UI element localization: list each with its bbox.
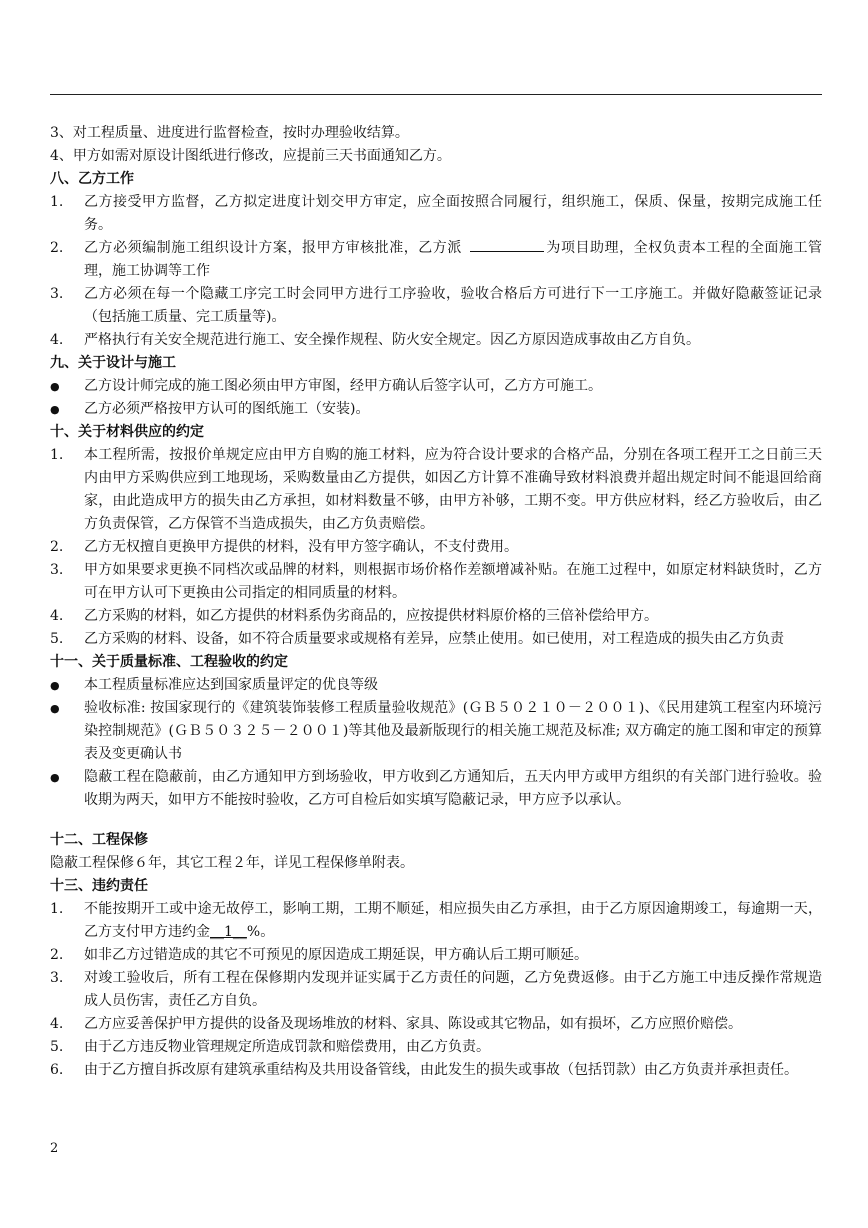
item-number: 1. [50,447,64,463]
item-text: 乙方接受甲方监督，乙方拟定进度计划交甲方审定，应全面按照合同履行，组织施工，保质、保量，按期完成施工任务。 [84,194,822,233]
item-number: 4. [50,332,64,348]
numbered-item [50,559,822,605]
assistant-name-blank [470,237,544,252]
penalty-rate-blank: __1__ [210,924,247,940]
item-number: 3. [50,562,64,578]
item-text: 本工程所需，按报价单规定应由甲方自购的施工材料，应为符合设计要求的合格产品，分别在各项工程开工之日前三天内由甲方采购供应到工地现场，采购数量由乙方提供，如因乙方计算不准确导致材料浪费并超出规定时间不能退回给商家，由此造成甲方的损失由乙方承担，如材料数量不够，由甲方补够，工期不变。甲方供应材料，经乙方验收后，由乙方负责保管，乙方保管不当造成损失，由乙方负责赔偿。 [84,447,822,532]
numbered-item [50,1059,822,1082]
bullet-item [50,398,822,421]
bullet-marker: ● [50,403,60,416]
section-heading: 十、关于材料供应的约定 [50,424,204,440]
item-text-after: 为项目助理，全权负责本工程的全面施工管理，施工协调等工作 [84,240,823,279]
item-text: 验收标准: 按国家现行的《建筑装饰装修工程质量验收规范》(ＧＢ５０２１０－２００１)、《民用建筑工程室内环境污染控制规范》(ＧＢ５０３２５－２００１)等其他及最新版现行的相关施工规范及标准; 双方确定的施工图和审定的预算表及变更确认书 [84,700,822,762]
item-text: 乙方无权擅自更换甲方提供的材料，没有甲方签字确认，不支付费用。 [84,539,518,555]
bullet-item [50,766,822,812]
item-text: 由于乙方违反物业管理规定所造成罚款和赔偿费用，由乙方负责。 [84,1039,490,1055]
item-number: 2. [50,539,64,555]
section-heading: 十一、关于质量标准、工程验收的约定 [50,654,288,670]
item-text: 乙方设计师完成的施工图必须由甲方审图，经甲方确认后签字认可，乙方方可施工。 [84,378,602,394]
section-heading: 八、乙方工作 [50,171,134,187]
bullet-marker: ● [50,702,60,715]
numbered-item [50,628,822,651]
item-text: 乙方必须在每一个隐藏工序完工时会同甲方进行工序验收，验收合格后方可进行下一工序施工。并做好隐蔽签证记录（包括施工质量、完工质量等)。 [84,286,822,325]
numbered-item [50,329,822,352]
item-text [84,898,822,944]
item-text: 如非乙方过错造成的其它不可预见的原因造成工期延误，甲方确认后工期可顺延。 [84,947,588,963]
item-number: 5. [50,631,64,647]
item-number: 4. [50,1016,64,1032]
section-heading: 十三、违约责任 [50,878,148,894]
item-text: 严格执行有关安全规范进行施工、安全操作规程、防火安全规定。因乙方原因造成事故由乙方自负。 [84,332,700,348]
header-rule [50,94,822,95]
bullet-marker: ● [50,380,60,393]
bullet-marker: ● [50,679,60,692]
numbered-item [50,967,822,1013]
numbered-item [50,944,822,967]
document-body [50,122,822,1082]
bullet-item [50,674,822,697]
item-text-after: %。 [246,924,275,940]
item-number: 1. [50,194,64,210]
item-text: 乙方采购的材料、设备，如不符合质量要求或规格有差异，应禁止使用。如已使用，对工程造成的损失由乙方负责 [84,631,784,647]
item-number: 3. [50,286,64,302]
item-text: 乙方应妥善保护甲方提供的设备及现场堆放的材料、家具、陈设或其它物品，如有损坏，乙方应照价赔偿。 [84,1016,742,1032]
item-number: 1. [50,901,64,917]
bullet-item [50,375,822,398]
numbered-item [50,1036,822,1059]
numbered-item [50,237,822,283]
numbered-item [50,1013,822,1036]
section-heading: 九、关于设计与施工 [50,355,176,371]
page-number: 2 [50,1141,59,1156]
item-text: 隐蔽工程在隐蔽前，由乙方通知甲方到场验收，甲方收到乙方通知后，五天内甲方或甲方组织的有关部门进行验收。验收期为两天，如甲方不能按时验收，乙方可自检后如实填写隐蔽记录，甲方应予以承认。 [84,769,822,808]
item-text-before: 不能按期开工或中途无故停工，影响工期，工期不顺延，相应损失由乙方承担，由于乙方原因逾期竣工，每逾期一天，乙方支付甲方违约金 [84,901,822,940]
item-text-before: 乙方必须编制施工组织设计方案，报甲方审核批准，乙方派 [84,240,462,256]
item-text: 甲方如果要求更换不同档次或品牌的材料，则根据市场价格作差额增减补贴。在施工过程中，如原定材料缺货时，乙方可在甲方认可下更换由公司指定的相同质量的材料。 [84,562,822,601]
paragraph: 3、对工程质量、进度进行监督检查，按时办理验收结算。 [50,125,409,141]
item-text: 由于乙方擅自拆改原有建筑承重结构及共用设备管线，由此发生的损失或事故（包括罚款）由乙方负责并承担责任。 [84,1062,798,1078]
item-number: 2. [50,947,64,963]
numbered-item [50,536,822,559]
numbered-item [50,605,822,628]
item-text [84,237,822,283]
item-number: 3. [50,970,64,986]
item-text: 本工程质量标准应达到国家质量评定的优良等级 [84,677,378,693]
numbered-item [50,191,822,237]
item-text: 对竣工验收后，所有工程在保修期内发现并证实属于乙方责任的问题，乙方免费返修。由于乙方施工中违反操作常规造成人员伤害，责任乙方自负。 [84,970,822,1009]
paragraph: 隐蔽工程保修６年，其它工程２年，详见工程保修单附表。 [50,855,414,871]
item-number: 6. [50,1062,64,1078]
item-number: 2. [50,240,64,256]
numbered-item [50,444,822,536]
bullet-marker: ● [50,771,60,784]
item-text: 乙方采购的材料，如乙方提供的材料系伪劣商品的，应按提供材料原价格的三倍补偿给甲方。 [84,608,658,624]
item-number: 5. [50,1039,64,1055]
bullet-item [50,697,822,766]
numbered-item [50,898,822,944]
numbered-item [50,283,822,329]
section-spacer [50,812,822,829]
paragraph: 4、甲方如需对原设计图纸进行修改，应提前三天书面通知乙方。 [50,148,451,164]
section-heading: 十二、工程保修 [50,832,148,848]
item-text: 乙方必须严格按甲方认可的图纸施工（安装)。 [84,401,370,417]
item-number: 4. [50,608,64,624]
